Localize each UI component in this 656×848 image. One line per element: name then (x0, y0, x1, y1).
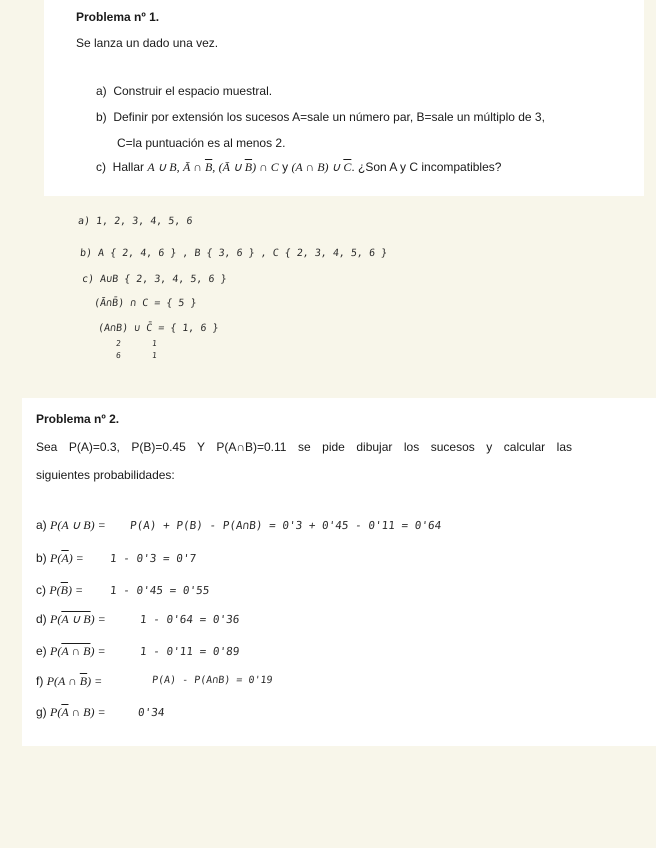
problem2-item-c: c) $P(\overline{B})$ = (36, 583, 84, 597)
problem2-answer-b: 1 - 0'3 = 0'7 (109, 552, 197, 565)
problem1-card (44, 0, 644, 196)
item-prefix: Hallar (112, 160, 145, 174)
problem2-answer-a: P(A) + P(B) - P(A∩B) = 0'3 + 0'45 - 0'11 = 0'64 (129, 519, 442, 532)
expr-union-inter-c: (Ā ∪ $\overline{B}$) ∩ C (218, 160, 279, 174)
handwritten-note-6: 6 (115, 351, 122, 360)
problem2-card (22, 398, 656, 746)
expr-inter-union-c: (A ∩ B) ∪ $\overline{C}$ (291, 160, 352, 174)
problem2-item-e: e) P(A ∩ B) = (36, 644, 106, 658)
handwritten-note-2: 2 (115, 339, 122, 348)
problem2-statement-line1: Sea P(A)=0.3, P(B)=0.45 Y P(A∩B)=0.11 se pide dibujar los sucesos y calcular las (36, 440, 572, 454)
conj-y: y (282, 160, 289, 174)
item-label: b) (96, 110, 107, 124)
problem2-answer-g: 0'34 (137, 706, 166, 719)
problem1-item-a (96, 84, 272, 98)
problem2-item-g: g) $P(\overline{A}$ ∩ B) = (36, 705, 106, 719)
problem1-item-c (96, 160, 501, 175)
expr-a-union-b: A ∪ B, (147, 160, 180, 174)
problem1-item-b-cont: C=la puntuación es al menos 2. (117, 136, 286, 150)
problem2-item-a: a) P(A ∪ B) = (36, 518, 106, 532)
handwritten-note-1b: 1 (151, 351, 158, 360)
item-label: c) (96, 160, 106, 174)
problem2-answer-d: 1 - 0'64 = 0'36 (139, 613, 241, 626)
handwritten-answer-a: a) 1, 2, 3, 4, 5, 6 (77, 216, 193, 227)
item-suffix: . ¿Son A y C incompatibles? (351, 160, 502, 174)
item-text: Definir por extensión los sucesos A=sale un número par, B=sale un múltiplo de 3, (113, 110, 545, 124)
problem2-item-d: d) P(A ∪ B) = (36, 612, 106, 626)
handwritten-answer-b: b) A { 2, 4, 6 } , B { 3, 6 } , C { 2, 3, 4, 5, 6 } (79, 248, 388, 259)
problem2-title: Problema nº 2. (36, 412, 120, 426)
problem2-item-f: f) P(A ∩ $\overline{B}$) = (36, 674, 103, 688)
problem2-item-b: b) $P(\overline{A})$ = (36, 551, 84, 565)
problem2-answer-f: P(A) - P(A∩B) = 0'19 (151, 675, 273, 686)
handwritten-answer-c3: (A∩B) ∪ C̄ = { 1, 6 } (97, 323, 219, 334)
problem1-title: Problema nº 1. (76, 10, 160, 24)
problem1-item-b (96, 110, 545, 124)
problem2-answer-e: 1 - 0'11 = 0'89 (139, 645, 241, 658)
handwritten-answer-c2: (Ā∩B̄) ∩ C = { 5 } (93, 298, 197, 309)
handwritten-answer-c: c) A∪B { 2, 3, 4, 5, 6 } (81, 274, 228, 285)
item-label: a) (96, 84, 107, 98)
expr-a-inter-b: Ā ∩ $\overline{B}$, (182, 160, 216, 174)
item-text: Construir el espacio muestral. (113, 84, 273, 98)
problem1-intro: Se lanza un dado una vez. (76, 36, 219, 50)
handwritten-note-1a: 1 (151, 339, 158, 348)
problem2-answer-c: 1 - 0'45 = 0'55 (109, 584, 211, 597)
problem2-statement-line2: siguientes probabilidades: (36, 468, 175, 482)
